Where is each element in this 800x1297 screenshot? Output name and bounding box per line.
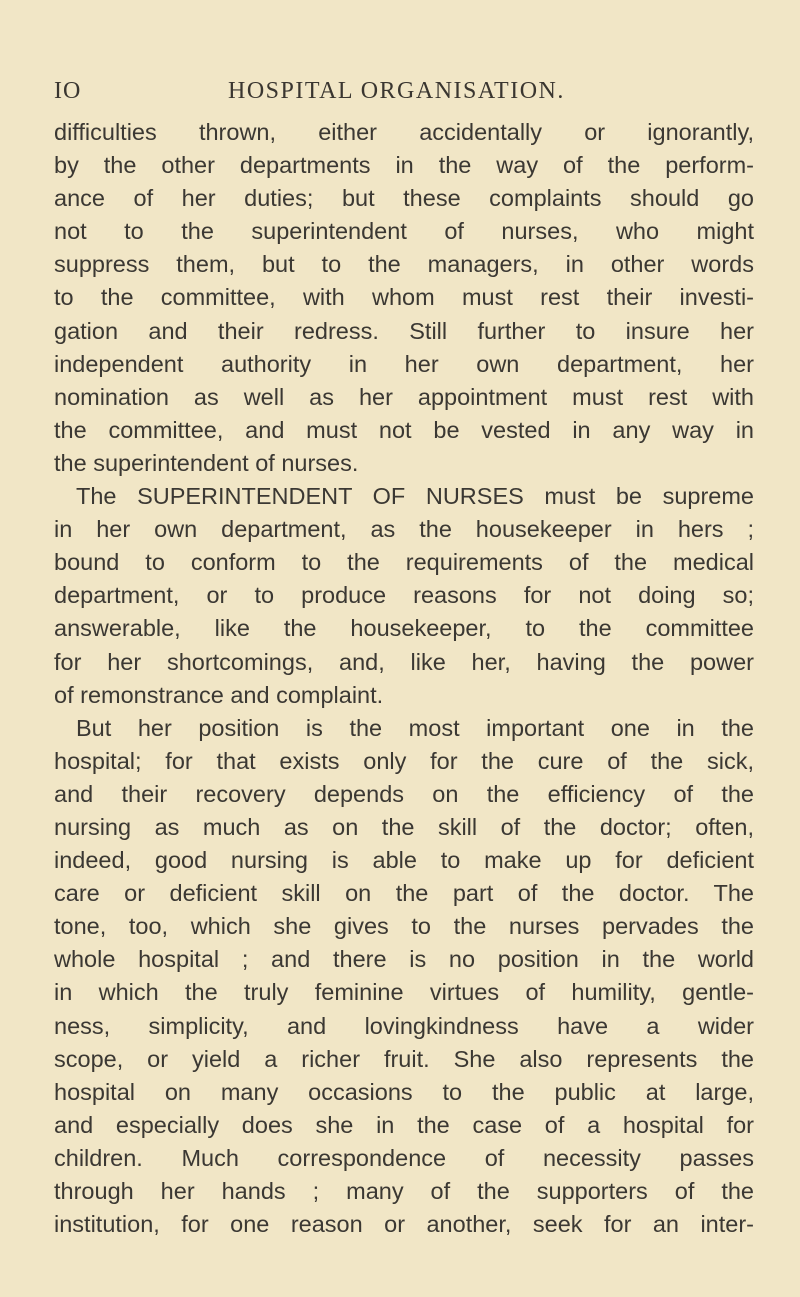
page-number: IO: [54, 78, 82, 104]
text-line: indeed, good nursing is able to make up for deficient: [54, 847, 754, 874]
text-line: by the other departments in the way of the perform-: [54, 152, 754, 179]
body-text: [54, 116, 754, 1241]
text-line: not to the superintendent of nurses, who might: [54, 218, 754, 245]
text-line: to the committee, with whom must rest their investi-: [54, 284, 754, 311]
text-line: and their recovery depends on the efficiency of the: [54, 780, 754, 807]
text-line: bound to conform to the requirements of the medical: [54, 549, 754, 576]
text-line: suppress them, but to the managers, in other words: [54, 251, 754, 278]
text-line: tone, too, which she gives to the nurses pervades the: [54, 913, 754, 940]
text-line: hospital on many occasions to the public at large,: [54, 1078, 754, 1105]
text-line: of remonstrance and complaint.: [54, 681, 384, 708]
running-head: HOSPITAL ORGANISATION.: [228, 78, 565, 104]
text-line: care or deficient skill on the part of the doctor. The: [54, 880, 754, 907]
text-line: in her own department, as the housekeeper in hers ;: [54, 516, 754, 543]
text-line: scope, or yield a richer fruit. She also represents the: [54, 1045, 754, 1072]
text-line: gation and their redress. Still further to insure her: [54, 317, 754, 344]
text-line: difficulties thrown, either accidentally or ignorantly,: [54, 119, 754, 145]
text-line: independent authority in her own department, her: [54, 350, 754, 377]
text-line: nursing as much as on the skill of the doctor; often,: [54, 813, 754, 840]
page-header: [54, 78, 754, 108]
text-line: The SUPERINTENDENT OF NURSES must be supreme: [76, 483, 754, 510]
text-line: ness, simplicity, and lovingkindness have a wider: [54, 1012, 754, 1039]
text-line: through her hands ; many of the supporters of the: [54, 1178, 754, 1204]
text-line: the superintendent of nurses.: [54, 449, 359, 476]
text-line: But her position is the most important one in the: [76, 714, 754, 741]
text-line: answerable, like the housekeeper, to the committee: [54, 615, 754, 642]
text-line: ance of her duties; but these complaints should go: [54, 185, 754, 212]
text-line: whole hospital ; and there is no position in the world: [54, 946, 754, 973]
text-line: hospital; for that exists only for the cure of the sick,: [54, 747, 754, 774]
text-line: department, or to produce reasons for not doing so;: [54, 582, 754, 609]
text-line: and especially does she in the case of a hospital for: [54, 1111, 754, 1138]
text-line: nomination as well as her appointment must rest with: [54, 383, 754, 410]
text-line: in which the truly feminine virtues of humility, gentle-: [54, 979, 754, 1006]
text-line: institution, for one reason or another, seek for an inter-: [54, 1211, 754, 1238]
text-line: children. Much correspondence of necessity passes: [54, 1144, 754, 1171]
text-line: the committee, and must not be vested in any way in: [54, 416, 754, 443]
text-line: for her shortcomings, and, like her, having the power: [54, 648, 754, 675]
